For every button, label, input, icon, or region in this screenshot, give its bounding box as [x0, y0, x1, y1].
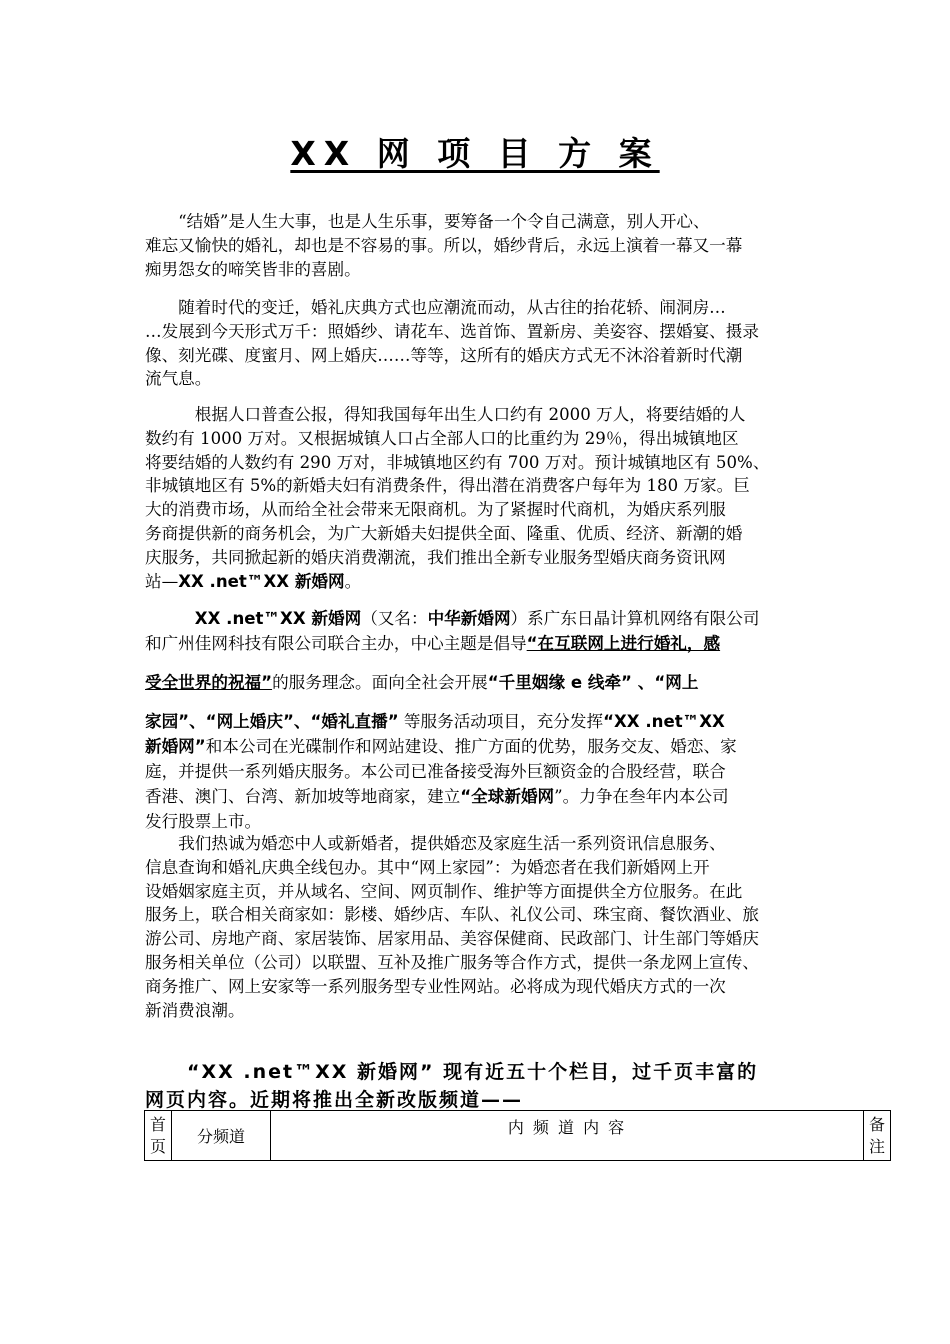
- text-line: [145, 606, 810, 631]
- text-line: 发行股票上市。: [145, 812, 262, 831]
- text-line: [145, 670, 810, 695]
- text-line: 服务相关单位（公司）以联盟、互补及推广服务等合作方式，提供一条龙网上宣传、: [145, 952, 759, 972]
- global-site: “全球新婚网: [460, 787, 555, 806]
- slogan: “在互联网上进行婚礼，感: [526, 634, 721, 653]
- table-header-row: [145, 1111, 891, 1161]
- text-run: 的服务理念。面向全社会开展: [272, 673, 488, 692]
- text-line: 庆服务，共同掀起新的婚庆消费潮流，我们推出全新专业服务型婚庆商务资讯网: [145, 547, 726, 567]
- text-line: 设婚姻家庭主页，并从域名、空间、网页制作、维护等方面提供全方位服务。在此: [145, 881, 743, 901]
- text-line: 大的消费市场，从而给全社会带来无限商机。为了紧握时代商机，为婚庆系列服: [145, 500, 726, 520]
- header-remarks: 备注: [864, 1111, 891, 1161]
- text-line: 信息查询和婚礼庆典全线包办。其中“网上家园”：为婚恋者在我们新婚网上开: [145, 857, 710, 877]
- text-run: 站—: [145, 571, 179, 591]
- text-line: 随着时代的变迁，婚礼庆典方式也应潮流而动，从古往的抬花轿、闹洞房…: [145, 298, 726, 317]
- text-line: [145, 784, 810, 809]
- text-run: ）系广东日晶计算机网络有限公司: [510, 609, 760, 628]
- indent: [145, 609, 195, 628]
- header-content: 内 频 道 内 容: [271, 1111, 864, 1161]
- paragraph-4: [145, 606, 810, 834]
- text-line: 庭，并提供一系列婚庆服务。本公司已准备接受海外巨额资金的合股经营，联合: [145, 762, 726, 781]
- channel-table: [144, 1110, 891, 1161]
- text-line: 将要结婚的人数约有 290 万对，非城镇地区约有 700 万对。预计城镇地区有 50%、: [145, 452, 770, 472]
- text-line: 像、刻光碟、度蜜月、网上婚庆……等等，这所有的婚庆方式无不沐浴着新时代潮: [145, 345, 743, 365]
- service-names: 家园”、“网上婚庆”、“婚礼直播”: [145, 712, 399, 731]
- text-run: （又名：: [361, 609, 428, 628]
- text-line: 流气息。: [145, 369, 212, 389]
- text-line: 商务推广、网上安家等一系列服务型专业性网站。必将成为现代婚庆方式的一次: [145, 976, 726, 996]
- header-subchannel: 分频道: [172, 1111, 271, 1161]
- service-names: “千里姻缘 e 线牵” 、“网上: [487, 673, 699, 692]
- paragraph-3: [145, 403, 810, 593]
- brand-name: “XX .net™XX: [603, 712, 725, 731]
- paragraph-1: [145, 210, 810, 281]
- text-line: “XX .net™XX 新婚网” 现有近五十个栏目，过千页丰富的: [145, 1061, 759, 1083]
- text-run: 等服务活动项目，充分发挥: [398, 712, 604, 731]
- paragraph-2: [145, 296, 810, 391]
- text-line: 网页内容。近期将推出全新改版频道——: [145, 1089, 524, 1111]
- text-run: 香港、澳门、台湾、新加坡等地商家，建立: [145, 787, 461, 806]
- brand-name: 新婚网”: [145, 737, 206, 756]
- text-line: 痴男怨女的啼笑皆非的喜剧。: [145, 259, 361, 279]
- text-line: 务商提供新的商务机会，为广大新婚夫妇提供全面、隆重、优质、经济、新潮的婚: [145, 523, 743, 543]
- text-line: [145, 631, 810, 656]
- text-line: 根据人口普查公报，得知我国每年出生人口约有 2000 万人，将要结婚的人: [145, 405, 746, 424]
- brand-name: XX .net™XX 新婚网: [194, 609, 362, 628]
- channel-intro: [145, 1058, 815, 1114]
- header-homepage: 首页: [145, 1111, 172, 1161]
- document-title: XX 网 项 目 方 案: [290, 134, 660, 173]
- text-line: [145, 734, 810, 759]
- text-line: 服务上，联合相关商家如：影楼、婚纱店、车队、礼仪公司、珠宝商、餐饮酒业、旅: [145, 905, 759, 925]
- text-line: 数约有 1000 万对。又根据城镇人口占全部人口的比重约为 29％，得出城镇地区: [145, 428, 739, 448]
- text-run: 和广州佳网科技有限公司联合主办，中心主题是倡导: [145, 634, 527, 653]
- brand-name: XX .net™XX 新婚网: [178, 571, 345, 591]
- text-line: 游公司、房地产商、家居装饰、居家用品、美容保健商、民政部门、计生部门等婚庆: [145, 929, 759, 949]
- text-line: “结婚”是人生大事，也是人生乐事，要筹备一个令自己满意，别人开心、: [145, 212, 710, 231]
- slogan-cont: 受全世界的祝福”: [145, 673, 273, 692]
- text-line: [145, 709, 810, 734]
- text-run: ”。力争在叁年内本公司: [554, 787, 729, 806]
- text-run: 。: [344, 571, 362, 591]
- text-line: 难忘又愉快的婚礼，却也是不容易的事。所以，婚纱背后，永远上演着一幕又一幕: [145, 235, 743, 255]
- text-line: 我们热诚为婚恋中人或新婚者，提供婚恋及家庭生活一系列资讯信息服务、: [145, 834, 726, 853]
- alias-name: 中华新婚网: [427, 609, 511, 628]
- text-run: 和本公司在光碟制作和网站建设、推广方面的优势，服务交友、婚恋、家: [205, 737, 737, 756]
- text-line: 新消费浪潮。: [145, 1000, 245, 1020]
- text-line: [145, 570, 810, 594]
- paragraph-5: [145, 832, 810, 1022]
- text-line: …发展到今天形式万千：照婚纱、请花车、选首饰、置新房、美姿容、摆婚宴、摄录: [145, 321, 759, 341]
- text-line: 非城镇地区有 5%的新婚夫妇有消费条件，得出潜在消费客户每年为 180 万家。巨: [145, 476, 750, 496]
